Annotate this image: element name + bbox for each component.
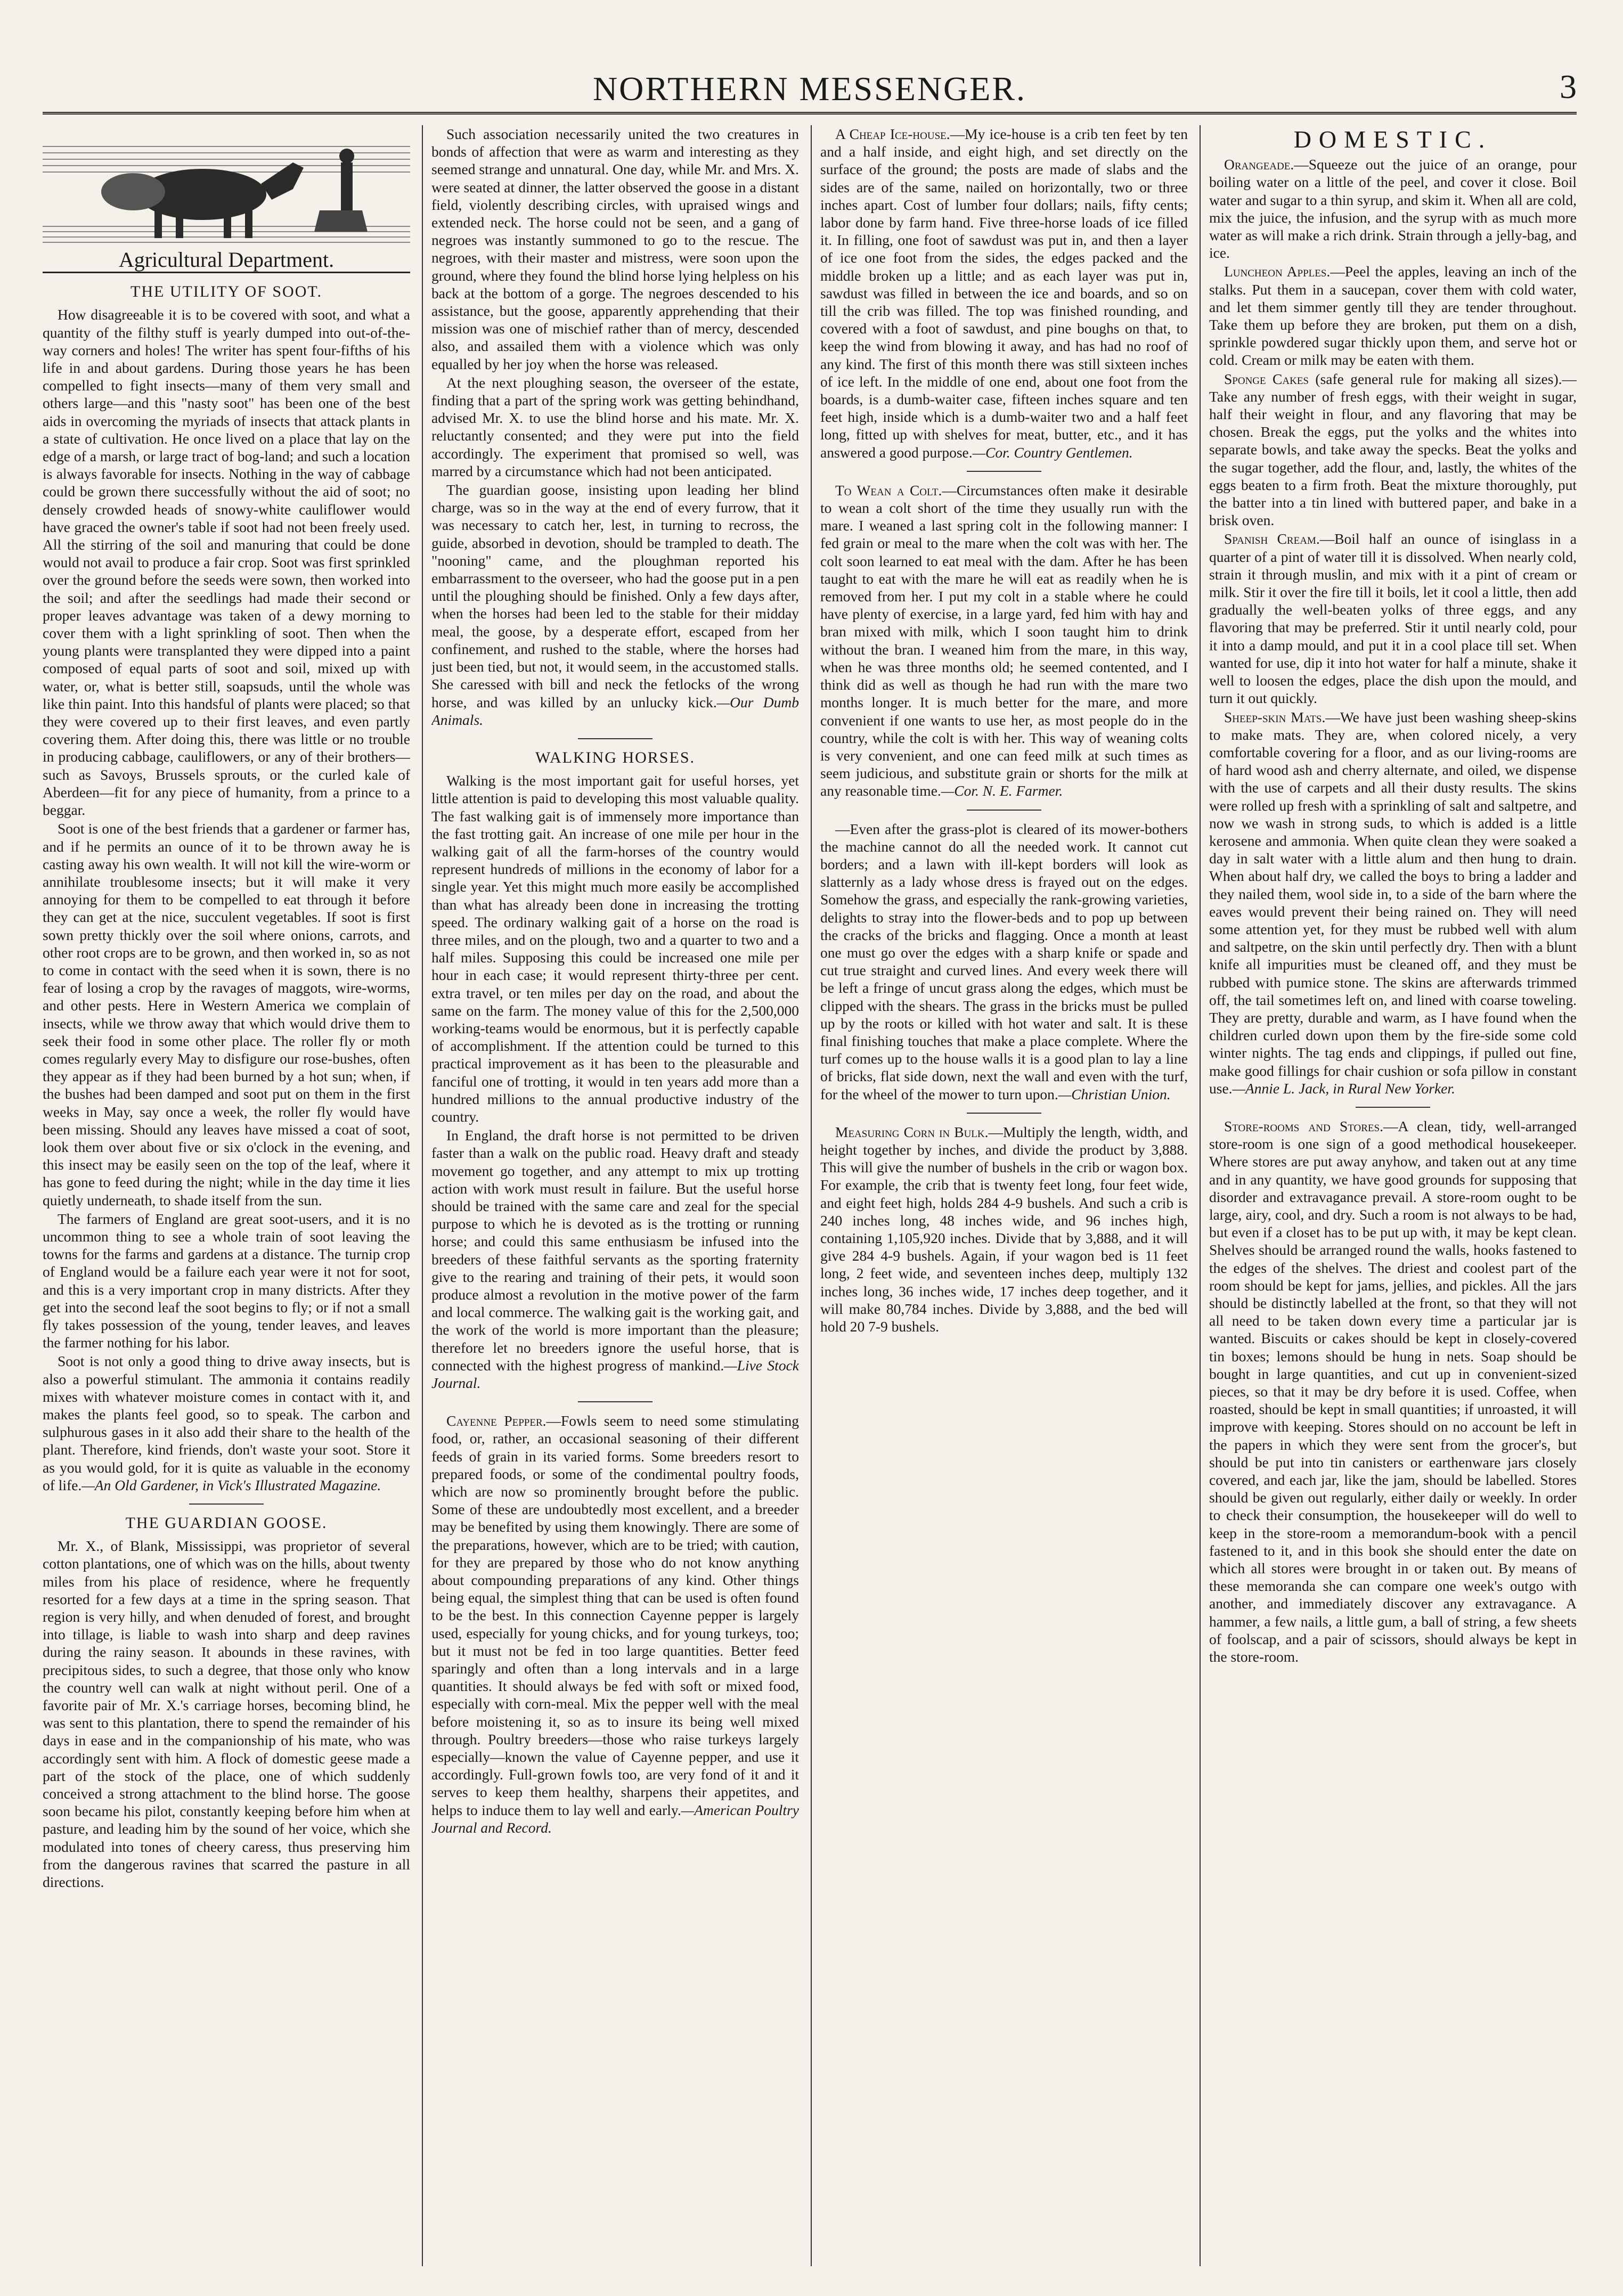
column-4 xyxy=(1209,125,1577,2266)
recipe-lead: Store-rooms and Stores. xyxy=(1224,1117,1383,1134)
article-text: —Even after the grass-plot is cleared of its mower-bothers the machine cannot do all the needed work. It cannot cut borders; and a lawn with ill-kept borders will look as slatternly as a lady whose dress is frayed out on the edges. Somehow the grass, and especially the rank-growing varieties, delights to stray into the flower-beds and to pop up between the cracks of the bricks and flagging. Once a month at least one must go over the edges with a sharp knife or spade and cut true straight and curved lines. And every week there will be left a fringe of uncut grass along the edges, which must be clipped with the shears. The grass in the bricks must be pulled up by the roots or killed with hot water and salt. It is these final finishing touches that make a place complete. Where the turf comes up to the house walls it is a good plan to lay a line of bricks, flat side down, next the wall and even with the turf, for the wheel of the mower to turn upon. xyxy=(820,820,1188,1102)
article-paragraph xyxy=(820,820,1188,1103)
ploughman-illustration xyxy=(43,125,410,248)
recipe-lead: Sponge Cakes xyxy=(1224,370,1309,387)
article-source: —Live Stock Journal. xyxy=(431,1357,799,1392)
article-paragraph: Mr. X., of Blank, Mississippi, was proprietor of several cotton plantations, one of which was on the hills, about twenty miles from his place of residence, where he frequently resorted for a few days at a time in the spring season. That region is very hilly, and when denuded of forest, and brought into tillage, is liable to wash into sharp and deep ravines during the rainy season. It abounds in these ravines, with precipitous sides, to such a degree, that those only who know the country well can walk at night without peril. One of a favorite pair of Mr. X.'s carriage horses, becoming blind, he was sent to this plantation, there to spend the remainder of his days in ease and in the companionship of his mate, who was accordingly sent with him. A flock of domestic geese made a part of the stock of the place, one of which suddenly conceived a strong attachment to the blind horse. The goose soon became his pilot, constantly keeping before him when at pasture, and leading him by the sound of her voice, which she modulated into tones of cheery caress, thus preserving him from the dangerous ravines that scarred the pasture in all directions. xyxy=(43,1538,410,1891)
article-heading: WALKING HORSES. xyxy=(535,748,695,766)
article-paragraph: How disagreeable it is to be covered with soot, and what a quantity of the filthy stuff is yearly dumped into out-of-the-way corners and holes! The writer has spent four-fifths of his life in and about gardens. During those years he has been compelled to fight insects—many of them very small and others large—and this "nasty soot" has been one of the best aids in overcoming the myriads of insects that attack plants in a state of cultivation. He once lived on a place that lay on the edge of a marsh, or large tract of bog-land; and such a location is always favorable for insects. Nothing in the way of cabbage could be grown there successfully without the aid of soot; no densely crowded heads of snowy-white cauliflower would have graced the owner's table if soot had not been freely used. All the stirring of the soil and manuring that could be done would not avail to produce a fair crop. Soot was first sprinkled over the ground before the seeds were sown, then worked into the soil; and after the seedlings had made their second or proper leaves advantage was taken of a dewy morning to cover them with a light sprinkling of soot. Then when the young plants were transplanted they were dipped into a paint composed of equal parts of soot and soil, mixed up with water, or, what is better still, soapsuds, until the whole was like thin paint. Into this handsful of plants were placed; so that they were covered up to their first leaves, and even partly covering them. After doing this, there was little or no trouble in producing cabbage, cauliflowers, or any of their brothers—such as Savoys, Brussels sprouts, or the curled kale of Aberdeen—fit for any piece of humanity, from a prince to a beggar. xyxy=(43,306,410,819)
article-text: The guardian goose, insisting upon leading her blind charge, was so in the way at the end of every furrow, that it was necessary to catch her, lest, in turning to recross, the guide, absorbed in devotion, should be trampled to death. The "nooning" came, and the ploughman reported his embarrassment to the overseer, who had the goose put in a pen until the ploughing should be finished. Only a few days after, when the horses had been led to the stable for their midday meal, the goose, by a desperate effort, escaped from her confinement, and rushed to the stable, where the horses had just been tied, but not, it would seem, in the accustomed stalls. She caressed with bill and neck the fetlocks of the wrong horse, and was killed by an unlucky kick. xyxy=(431,481,799,710)
article-lead: To Wean a Colt. xyxy=(835,481,942,499)
article-heading: THE GUARDIAN GOOSE. xyxy=(125,1514,328,1532)
department-title: Agricultural Department. xyxy=(43,251,410,273)
recipe-paragraph xyxy=(1209,370,1577,529)
article-paragraph: At the next ploughing season, the overseer of the estate, finding that a part of the spring work was getting behindhand, advised Mr. X. to use the blind horse and his mate. Mr. X. reluctantly consented; and they were put into the field accordingly. The experiment that promised so well, was marred by a circumstance which had not been anticipated. xyxy=(431,374,799,479)
article-lead: A Cheap Ice-house. xyxy=(835,126,950,142)
recipe-text: —We have just been washing sheep-skins to make mats. They are, when colored nicely, a very comfortable covering for a floor, and as our living-rooms are of hard wood ash and cherry alternate, and oiled, we dispense with the use of carpets and all their dusty results. The skins were rolled up fresh with a sprinkling of salt and saltpetre, and now we wash in strong suds, to which is added is a little kerosene and ammonia. When quite clean they were soaked a day in salt water with a little alum and then hung to drain. When about half dry, we called the boys to bring a ladder and they nailed them, wool side in, to a side of the barn where the eaves would prevent their being rained on. They will need some attention yet, for they must be rubbed well with alum and saltpetre, on the skin until perfectly dry. Then with a blunt knife all impurities must be cleaned off, and they must be rubbed with pumice stone. The skins are afterwards trimmed off, the tail sometimes left on, and lined with coarse toweling. They are pretty, durable and warm, as I have found when the children curled down upon them by the fire-side some cold winter nights. The tag ends and clippings, if pulled out fine, make good fillings for chair cushion or sofa pillow in constant use. xyxy=(1209,708,1577,1097)
recipe-lead: Spanish Cream. xyxy=(1224,530,1320,548)
article-source: —Cor. N. E. Farmer. xyxy=(941,782,1063,799)
recipe-lead: Orangeade. xyxy=(1224,156,1294,173)
recipe-paragraph xyxy=(1209,156,1577,262)
article-paragraph xyxy=(820,1123,1188,1335)
article-paragraph xyxy=(820,125,1188,461)
recipe-paragraph xyxy=(1209,530,1577,707)
separator xyxy=(967,471,1041,472)
recipe-lead: Luncheon Apples. xyxy=(1224,263,1331,280)
article-text: —Fowls seem to need some stimulating food, or, rather, an occasional seasoning of their different feeds of grain in its varied forms. Some breeders resort to prepared foods, or some of the condimental poultry foods, which are now so prominently brought before the public. Some of these are undoubtedly most excellent, and a breeder may be benefited by using them knowingly. There are some of the preparations, however, which are to be tried; with caution, for they are prepared by those who do not know anything about compounding preparations of any kind. Other things being equal, the simplest thing that can be used is often found to be the best. In this connection Cayenne pepper is largely used, especially for young chicks, and for young turkeys, too; but it must not be fed in too large quantities. Better feed sparingly and often than a long intervals and in a large quantities. It should always be fed with soft or mixed food, especially with corn-meal. Mix the pepper well with the meal before moistening it, so as to insure its being well mixed through. Poultry breeders—those who raise turkeys largely especially—known the value of Cayenne pepper, and use it accordingly. Full-grown fowls too, are very fond of it and it serves to keep them healthy, sharpens their appetites, and helps to induce them to lay well and early. xyxy=(431,1412,799,1818)
masthead xyxy=(43,64,1577,115)
article-source: —An Old Gardener, in Vick's Illustrated Magazine. xyxy=(81,1476,381,1493)
recipe-text: (safe general rule for making all sizes).—Take any number of fresh eggs, with their weight in sugar, half their weight in flour, and any flavoring that may be chosen. Break the eggs, put the yolks and the whites into separate bowls, and take away the specks. Beat the yolks and the sugar together, add the flour, and, lastly, the whites of the eggs beaten to a firm froth. Beat the mixture thoroughly, put the batter into a tin lined with buttered paper, and bake in a brisk oven. xyxy=(1209,370,1577,529)
article-text: Soot is not only a good thing to drive away insects, but is also a powerful stimulant. The ammonia it contains readily mixes with whatever moisture comes in contact with it, and makes the plants feel good, so to speak. The carbon and sulphurous gases in it also add their share to the health of the plant. Therefore, kind friends, don't waste your soot. Store it as you would gold, for it is quite as valuable in the economy of life. xyxy=(43,1353,410,1493)
article-source: —Our Dumb Animals. xyxy=(431,693,799,728)
recipe-paragraph xyxy=(1209,708,1577,1097)
page-number: 3 xyxy=(1560,68,1577,105)
separator xyxy=(578,1401,653,1402)
article-lead: Measuring Corn in Bulk. xyxy=(835,1123,989,1140)
article-heading: THE UTILITY OF SOOT. xyxy=(131,283,322,301)
article-paragraph: Such association necessarily united the two creatures in bonds of affection that were as warm and interesting as they seemed strange and unnatural. One day, while Mr. and Mrs. X. were seated at dinner, the latter observed the goose in a distant field, violently describing circles, with upraised wings and extended neck. The horse could not be seen, and a gang of negroes was instantly summoned to go to the rescue. The negroes, with their master and mistress, were soon upon the ground, where they found the blind horse lying helpless on his back at the bottom of a gorge. The negroes descended to his assistance, but the goose, apparently apprehending that their mission was one of mischief rather than of mercy, descended also, and assailed them with a violence which was only equalled by her joy when the horse was released. xyxy=(431,126,799,372)
column-3 xyxy=(820,125,1188,2266)
article-lead: Cayenne Pepper. xyxy=(446,1412,547,1429)
article-paragraph xyxy=(431,1126,799,1392)
separator xyxy=(1356,1107,1430,1108)
article-paragraph xyxy=(431,481,799,729)
ploughman-engraving-icon xyxy=(43,125,410,248)
recipe-text: —Squeeze out the juice of an orange, pour boiling water on a little of the peel, and cover it close. Boil water and sugar to a thin syrup, and skim it. When all are cold, mix the juice, the infusion, and the syrup with as much more water as will make a rich drink. Strain through a jelly-bag, and ice. xyxy=(1209,156,1577,262)
column-rule xyxy=(1200,125,1201,2266)
domestic-heading: DOMESTIC. xyxy=(1293,126,1492,153)
recipe-lead: Sheep-skin Mats. xyxy=(1224,708,1326,725)
recipe-text: —A clean, tidy, well-arranged store-room is one sign of a good methodical housekeeper. Where stores are put away anyhow, and taken out at any time and in any quantity, we have good grounds for supposing that disorder and extravagance prevail. A store-room ought to be large, airy, cool, and dry. Such a room is not always to be had, but even if a closet has to be put up with, it may be kept clean. Shelves should be arranged round the walls, hooks fastened to the edges of the shelves. The driest and coolest part of the room should be kept for jams, jellies, and pickles. All the jars should be distinctly labelled at the front, so that they will not all need to be taken down every time a particular jar is wanted. Biscuits or cakes should be kept in closely-covered tin boxes; lemons should be hung in nets. Soap should be bought in large quantities, and cut up in convenient-sized pieces, so that it may be dry before it is used. Coffee, when roasted, should be kept in small quantities; if unroasted, it will improve with keeping. Stores should on no account be left in the papers in which they were sent from the grocer's, but should be put into tin canisters or earthenware jars closely covered, and each jar, like the jam, should be labelled. Stores should be given out regularly, either daily or weekly. In order to check their consumption, the housekeeper will do well to keep in the store-room a memorandum-book with a pencil fastened to it, and in this book she should enter the date on which all stores were brought in or taken out. By means of these memoranda she can compare one week's outgo with another, and immediately discover any extravagance. A hammer, a few nails, a little gum, a ball of string, a few sheets of foolscap, and a pair of scissors, should always be kept in the store-room. xyxy=(1209,1117,1577,1665)
columns xyxy=(43,125,1577,2266)
article-paragraph xyxy=(820,481,1188,800)
article-text: —Multiply the length, width, and height together by inches, and divide the product by 3,888. This will give the number of bushels in the crib or wagon box. For example, the crib that is twenty feet long, four feet wide, and eight feet high, holds 284 4-9 bushels. And such a crib is 240 inches long, 48 inches wide, and 96 inches high, containing 1,105,920 inches. Divide that by 3,888, and it will give 284 4-9 bushels. Again, if your wagon bed is 11 feet long, 2 feet wide, and seventeen inches deep, multiply 132 inches long, 36 inches wide, 17 inches deep together, and it will make 80,784 inches. Divide by 3,888, and the bed will hold 20 7-9 bushels. xyxy=(820,1123,1188,1335)
column-2 xyxy=(431,125,799,2266)
separator xyxy=(578,738,653,739)
recipe-paragraph xyxy=(1209,263,1577,369)
article-text: —My ice-house is a crib ten feet by ten and a half inside, and eight high, and set directly on the surface of the ground; the posts are made of slabs and the sides are of the same, nailed on horizontally, two or three inches apart. Cost of lumber four dollars; nails, fifty cents; labor done by farm hand. Five three-horse loads of ice filled it. In filling, one foot of sawdust was put in, and then a layer of ice one foot from the sides, the edges packed and the middle broken up a little; and as each layer was put in, sawdust was filled in between the ice and boards, and so on till the crib was filled. The top was finished rounding, and covered with a foot of sawdust, and pine boughs on that, to keep the wind from blowing it away, and has had no roof of any kind. The first of this month there was still sixteen inches of ice left. In the middle of one end, about one foot from the boards, is a dumb-waiter case, fifteen inches square and ten feet high, inside which is a dumb-waiter two and a half feet long, fitted up with shelves for meat, butter, etc., and it has answered a good purpose. xyxy=(820,126,1188,461)
separator xyxy=(967,810,1041,811)
article-paragraph: The farmers of England are great soot-users, and it is no uncommon thing to see a whole train of soot leaving the towns for the farms and gardens at a distance. The turnip crop of England would be a failure each year were it not for soot, and this is a very important crop in many districts. After they get into the second leaf the soot begins to fly; or if not a small fly takes possession of the young, tender leaves, and leaves the farmer nothing for his labor. xyxy=(43,1210,410,1351)
article-paragraph xyxy=(43,1352,410,1494)
masthead-title: NORTHERN MESSENGER. xyxy=(592,70,1027,108)
recipe-text: —Boil half an ounce of isinglass in a quarter of a pint of water till it is dissolved. When nearly cold, strain it through muslin, and mix with it a pint of cream or milk. Stir it over the fire till it boils, let it cool a little, then add gradually the well-beaten yolks of three eggs, and any flavoring that may be preferred. Stir it until nearly cold, pour it into a damp mould, and put it in a cool place till set. When wanted for use, dip it into hot water for half a minute, shake it well to loosen the edges, place the dish upon the mould, and turn it out quickly. xyxy=(1209,530,1577,707)
article-text: —Circumstances often make it desirable to wean a colt short of the time they usually run with the mare. I weaned a last spring colt in the following manner: I fed grain or meal to the mare when the colt was with her. The colt soon learned to eat meal with the dam. After he has been taught to eat with the mare he will eat as readily when he is removed from her. I put my colt in a stable where he could have plenty of exercise, in a large yard, fed him with hay and bran mixed with milk, which I soon taught him to drink without the bran. I weaned him from the mare, in this way, when he was three months old; he seemed contented, and I think did as well as though he had run with the mare two months longer. It is much better for the mare, and more convenient if one wants to use her, as most people do in the country, while the colt is with her. This way of weaning colts is very convenient, and one can feed milk at such times as seem judicious, and substitute grain or shorts for the milk at any reasonable time. xyxy=(820,481,1188,799)
column-1 xyxy=(43,125,410,2266)
column-rule xyxy=(811,125,812,2266)
recipe-text: —Peel the apples, leaving an inch of the stalks. Put them in a saucepan, cover them with cold water, and let them simmer gently till they are tender throughout. Take them up before they are broken, put them on a dish, sprinkle powdered sugar thickly upon them, and serve hot or cold. Cream or milk may be eaten with them. xyxy=(1209,263,1577,369)
article-paragraph: Walking is the most important gait for useful horses, yet little attention is paid to developing this most valuable quality. The fast walking gait is of immensely more importance than the fast trotting gait. An increase of one mile per hour in the walking gait of all the farm-horses of the country would represent hundreds of millions in the economy of labor for a single year. Yet this might much more easily be accomplished than what has already been done in increasing the trotting speed. The ordinary walking gait of a horse on the road is three miles, and on the plough, two and a quarter to two and a half miles. Supposing this could be increased one mile per hour in each case; it would represent thirty-three per cent. extra travel, or ten miles per day on the road, and about the same on the farm. The money value of this for the 2,500,000 working-teams would be enormous, but it is perfectly capable of accomplishment. If the attention could be turned to this practical improvement as it has been to the pleasurable and fanciful one of trotting, it would in ten years add more than a hundred millions to the annual productive industry of the country. xyxy=(431,772,799,1125)
article-text: In England, the draft horse is not permitted to be driven faster than a walk on the public road. Heavy draft and steady movement go together, and any attempt to mix up trotting action with work must result in failure. But the useful horse should be trained with the same care and zeal for the special purpose to which he is devoted as is the trotting or running horse; and could this same enthusiasm be infused into the breeders of these faithful servants as the sporting fraternity give to the rearing and training of their pets, it would soon produce almost a revolution in the motive power of the farm and local commerce. The walking gait is the working gait, and the work of the world is more important than the pleasure; therefore let no breeders ignore the useful horse, that is connected with the highest progress of mankind. xyxy=(431,1127,799,1374)
separator xyxy=(189,1504,264,1505)
recipe-paragraph xyxy=(1209,1117,1577,1665)
article-source: —American Poultry Journal and Record. xyxy=(431,1801,799,1836)
article-paragraph xyxy=(431,1412,799,1836)
separator xyxy=(967,1113,1041,1114)
article-source: —Cor. Country Gentlemen. xyxy=(972,444,1133,461)
column-rule xyxy=(422,125,423,2266)
article-source: —Annie L. Jack, in Rural New Yorker. xyxy=(1232,1080,1455,1097)
article-paragraph: Soot is one of the best friends that a gardener or farmer has, and if he permits an ounce of it to be thrown away he is casting away his own wealth. It will not kill the wire-worm or annihilate troublesome insects; but it will make it very annoying for them to be compelled to eat through it before they can get at the nice, succulent vegetables. If soot is first sown pretty thickly over the soil where onions, carrots, and other root crops are to be grown, and then worked in, so as not to come in contact with the seed when it is sown, there is no fear of losing a crop by the ravages of maggots, wire-worms, and other pests. Here in Western America we complain of insects, while we throw away that which would drive them to seek their food in some other place. The roller fly or moth comes regularly every May to disfigure our rose-bushes, often they appear as if they had been burned by a hot sun; when, if the bushes had been damped and soot put on them in the first weeks in May, say once a week, the roller fly would have been missing. Should any leaves have missed a coat of soot, look them over about five or six o'clock in the evening, and this insect may be easily seen on the top of the leaf, where it has gone to feed during the night; while in the day time it lies quietly underneath, to shade itself from the sun. xyxy=(43,820,410,1208)
article-source: —Christian Union. xyxy=(1058,1085,1171,1102)
